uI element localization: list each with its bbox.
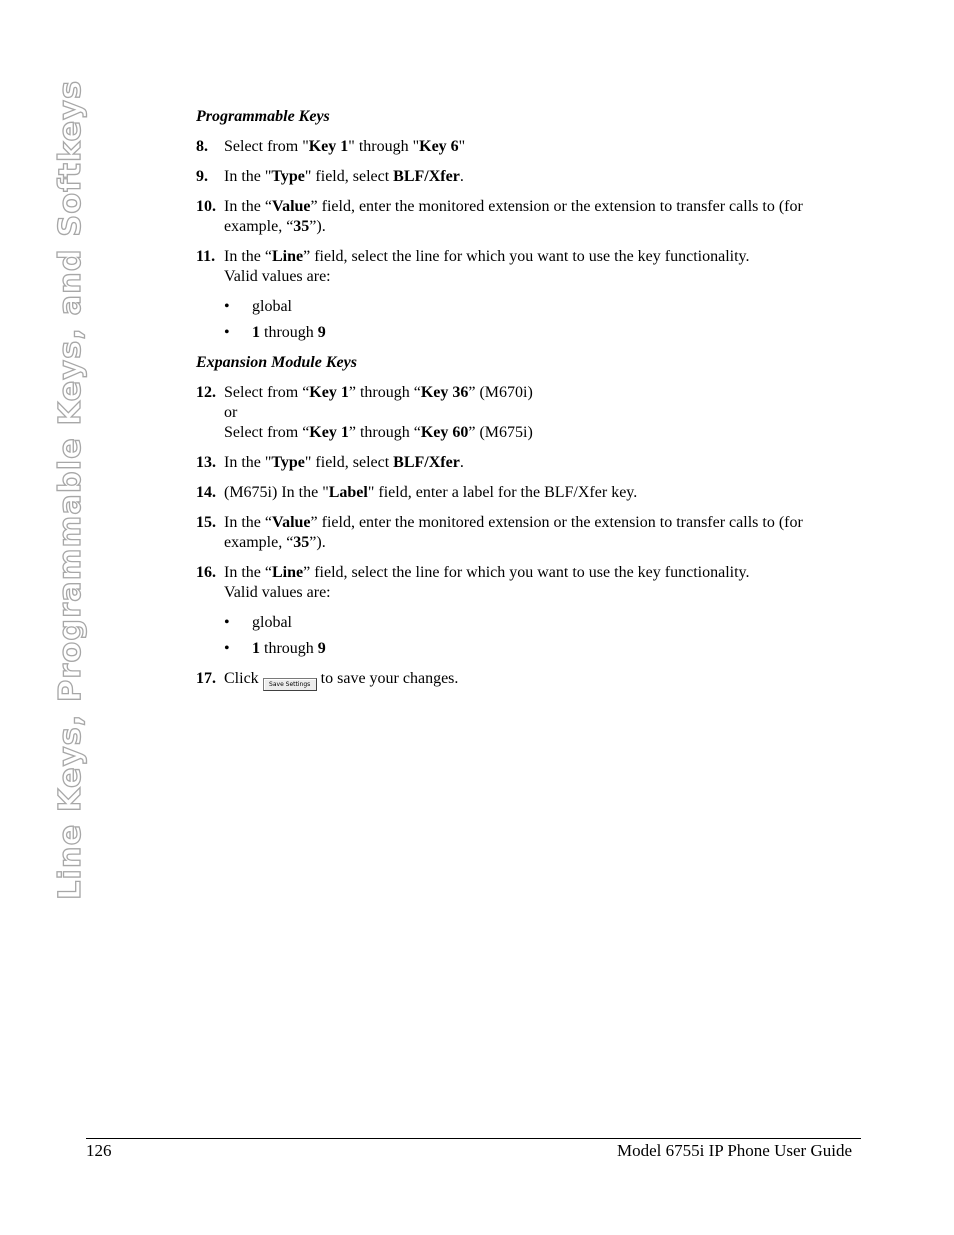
list-item bbox=[224, 639, 856, 659]
list-item bbox=[224, 297, 856, 317]
step-bold-text: Key 60 bbox=[420, 424, 469, 441]
step-number: 16. bbox=[196, 564, 216, 581]
step-text: " field, enter a label for the BLF/Xfer key. bbox=[367, 484, 638, 501]
step-bold-text: Value bbox=[271, 198, 311, 215]
step-bold-text: Line bbox=[271, 248, 304, 265]
step-text: (M675i) In the " bbox=[224, 484, 329, 501]
step-17 bbox=[196, 669, 856, 691]
page-number: 126 bbox=[86, 1141, 112, 1160]
step-15 bbox=[196, 513, 856, 553]
list-item-bold-text: 9 bbox=[317, 640, 326, 657]
step-text: ”). bbox=[309, 218, 326, 235]
step-text: to save your changes. bbox=[320, 670, 459, 687]
save-settings-button[interactable]: Save Settings bbox=[263, 678, 317, 691]
step-bold-text: Key 1 bbox=[308, 138, 349, 155]
step-number: 14. bbox=[196, 484, 216, 501]
step-13 bbox=[196, 453, 856, 473]
step-bold-text: Key 1 bbox=[309, 424, 349, 441]
step-text: " field, select bbox=[304, 168, 394, 185]
step-text: Select from “ bbox=[224, 424, 310, 441]
step-bold-text: Key 6 bbox=[419, 138, 459, 155]
step-text: ” field, enter the monitored extension or the extension to transfer calls to (for example, “ bbox=[224, 198, 803, 235]
step-9 bbox=[196, 167, 856, 187]
step-bold-text: BLF/Xfer bbox=[393, 168, 460, 185]
guide-title: Model 6755i IP Phone User Guide bbox=[617, 1141, 852, 1160]
step-bold-text: BLF/Xfer bbox=[393, 454, 460, 471]
step-12 bbox=[196, 383, 856, 443]
section-heading-programmable-keys: Programmable Keys bbox=[196, 108, 330, 125]
bullet-icon: • bbox=[224, 298, 230, 315]
section-heading-expansion-module-keys: Expansion Module Keys bbox=[196, 354, 357, 371]
step-number: 9. bbox=[196, 168, 208, 185]
step-text: In the “ bbox=[224, 198, 272, 215]
step-number: 8. bbox=[196, 138, 208, 155]
step-14 bbox=[196, 483, 856, 503]
step-number: 11. bbox=[196, 248, 216, 265]
step-10 bbox=[196, 197, 856, 237]
step-text: Select from “ bbox=[224, 384, 310, 401]
step-text: ” through “ bbox=[348, 384, 421, 401]
step-text: " bbox=[458, 138, 466, 155]
list-item-bold-text: 1 bbox=[252, 324, 260, 341]
list-item-bold-text: 9 bbox=[317, 324, 326, 341]
step-text: In the “ bbox=[224, 564, 272, 581]
step-bold-text: Line bbox=[271, 564, 304, 581]
step-number: 13. bbox=[196, 454, 216, 471]
step-text: " through " bbox=[348, 138, 420, 155]
list-item bbox=[224, 323, 856, 343]
step-text: . bbox=[459, 168, 464, 185]
step-number: 15. bbox=[196, 514, 216, 531]
step-text: Valid values are: bbox=[224, 584, 331, 601]
step-text: ” field, enter the monitored extension or the extension to transfer calls to (for example, “ bbox=[224, 514, 803, 551]
step-bold-text: Label bbox=[328, 484, 368, 501]
step-bold-text: 35 bbox=[293, 218, 310, 235]
list-item-text: global bbox=[252, 614, 292, 631]
step-text: ” through “ bbox=[348, 424, 421, 441]
step-bold-text: Key 36 bbox=[420, 384, 469, 401]
step-11 bbox=[196, 247, 856, 287]
step-text: In the " bbox=[224, 454, 272, 471]
step-text: In the “ bbox=[224, 248, 272, 265]
step-number: 17. bbox=[196, 670, 216, 687]
chapter-side-title: Line Keys, Programmable Keys, and Softkeys bbox=[53, 79, 88, 900]
valid-values-list bbox=[224, 297, 856, 343]
list-item-text: through bbox=[260, 324, 318, 341]
bullet-icon: • bbox=[224, 614, 230, 631]
footer-divider bbox=[86, 1138, 861, 1139]
step-text: In the “ bbox=[224, 514, 272, 531]
step-text: ” (M670i) bbox=[468, 384, 533, 401]
step-text: Click bbox=[224, 670, 259, 687]
step-bold-text: Type bbox=[271, 168, 305, 185]
list-item-text: through bbox=[260, 640, 318, 657]
step-text: ” field, select the line for which you want to use the key functionality. bbox=[303, 564, 750, 581]
step-text: ” field, select the line for which you want to use the key functionality. bbox=[303, 248, 750, 265]
step-text: Valid values are: bbox=[224, 268, 331, 285]
bullet-icon: • bbox=[224, 324, 230, 341]
list-item bbox=[224, 613, 856, 633]
step-number: 10. bbox=[196, 198, 216, 215]
page-content bbox=[196, 107, 856, 701]
step-text: " field, select bbox=[304, 454, 394, 471]
step-number: 12. bbox=[196, 384, 216, 401]
step-text: or bbox=[224, 404, 238, 421]
step-bold-text: 35 bbox=[293, 534, 310, 551]
step-16 bbox=[196, 563, 856, 603]
valid-values-list bbox=[224, 613, 856, 659]
step-text: . bbox=[459, 454, 464, 471]
step-bold-text: Value bbox=[271, 514, 311, 531]
step-bold-text: Type bbox=[271, 454, 305, 471]
list-item-bold-text: 1 bbox=[252, 640, 260, 657]
step-text: Select from " bbox=[224, 138, 309, 155]
step-text: ” (M675i) bbox=[468, 424, 533, 441]
bullet-icon: • bbox=[224, 640, 230, 657]
step-8 bbox=[196, 137, 856, 157]
step-text: In the " bbox=[224, 168, 272, 185]
step-text: ”). bbox=[309, 534, 326, 551]
step-bold-text: Key 1 bbox=[309, 384, 349, 401]
list-item-text: global bbox=[252, 298, 292, 315]
